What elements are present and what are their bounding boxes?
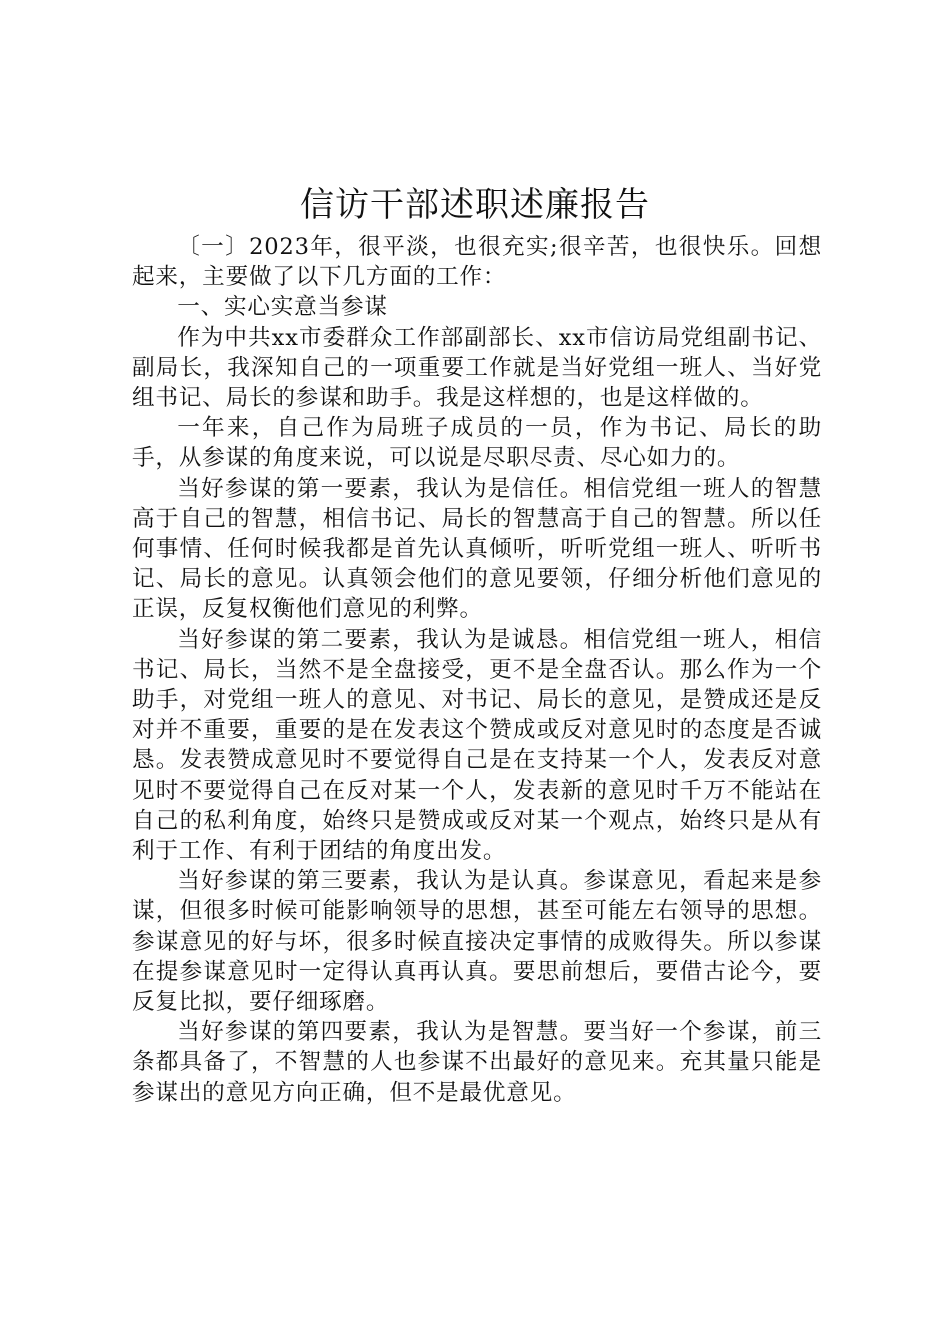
paragraph: 当好参谋的第二要素，我认为是诚恳。相信党组一班人，相信书记、局长，当然不是全盘接受，更不是全盘否认。那么作为一个助手，对党组一班人的意见、对书记、局长的意见，是赞成还是反对并不重要，重要的是在发表这个赞成或反对意见时的态度是否诚恳。发表赞成意见时不要觉得自己是在支持某一个人，发表反对意见时不要觉得自己在反对某一个人，发表新的意见时千万不能站在自己的私利角度，始终只是赞成或反对某一个观点，始终只是从有利于工作、有利于团结的角度出发。 [132, 626, 822, 865]
paragraph: 一年来，自己作为局班子成员的一员，作为书记、局长的助手，从参谋的角度来说，可以说是尽职尽责、尽心如力的。 [132, 415, 822, 472]
paragraph: 当好参谋的第三要素，我认为是认真。参谋意见，看起来是参谋，但很多时候可能影响领导的思想，甚至可能左右领导的思想。参谋意见的好与坏，很多时候直接决定事情的成败得失。所以参谋在提参谋意见时一定得认真再认真。要思前想后，要借古论今，要反复比拟，要仔细琢磨。 [132, 868, 822, 1016]
paragraph: 作为中共xx市委群众工作部副部长、xx市信访局党组副书记、副局长，我深知自己的一项重要工作就是当好党组一班人、当好党组书记、局长的参谋和助手。我是这样想的，也是这样做的。 [132, 324, 822, 412]
document-body [132, 232, 822, 1108]
document-title: 信访干部述职述廉报告 [300, 185, 650, 225]
paragraph: 〔一〕2023年，很平淡，也很充实;很辛苦，也很快乐。回想起来，主要做了以下几方面的工作： [132, 234, 822, 291]
paragraph: 当好参谋的第一要素，我认为是信任。相信党组一班人的智慧高于自己的智慧，相信书记、局长的智慧高于自己的智慧。所以任何事情、任何时候我都是首先认真倾听，听听党组一班人、听听书记、局长的意见。认真领会他们的意见要领，仔细分析他们意见的正误，反复权衡他们意见的利弊。 [132, 475, 822, 623]
paragraph: 当好参谋的第四要素，我认为是智慧。要当好一个参谋，前三条都具备了，不智慧的人也参谋不出最好的意见来。充其量只能是参谋出的意见方向正确，但不是最优意见。 [132, 1019, 822, 1106]
section-heading: 一、实心实意当参谋 [177, 294, 388, 321]
